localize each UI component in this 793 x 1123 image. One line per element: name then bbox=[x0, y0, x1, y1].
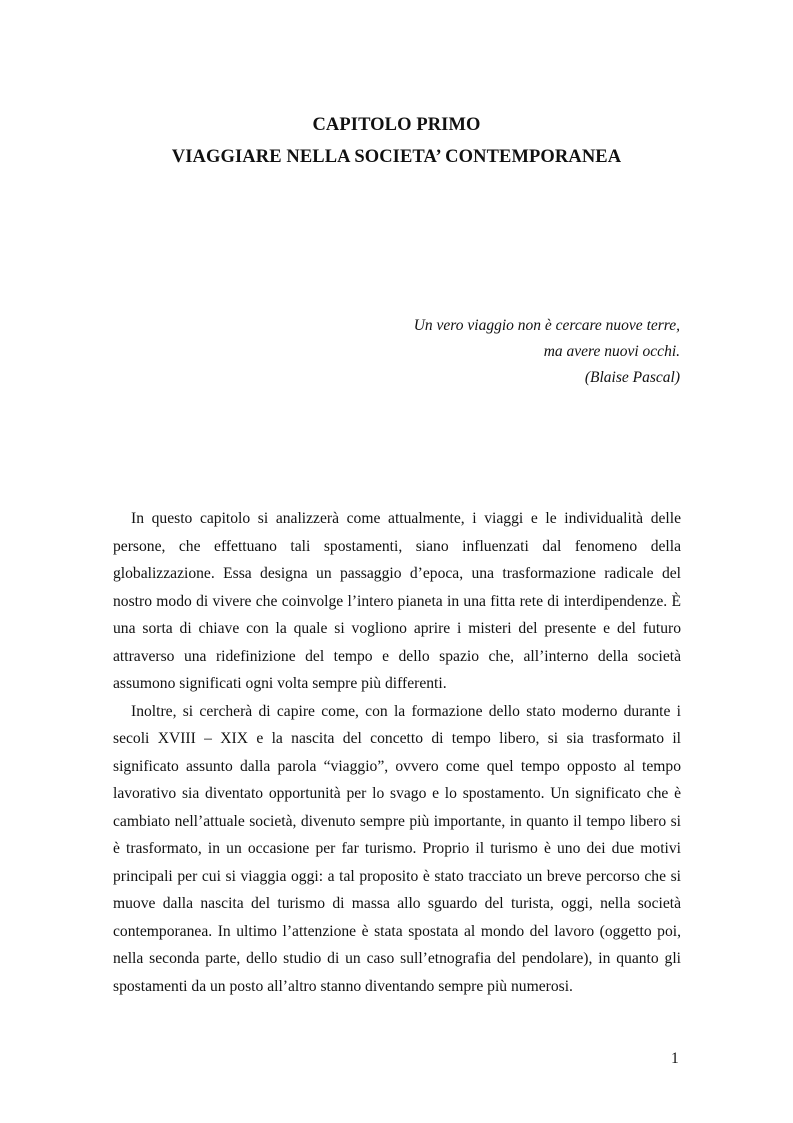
chapter-body bbox=[113, 505, 681, 1000]
chapter-title: VIAGGIARE NELLA SOCIETA’ CONTEMPORANEA bbox=[171, 147, 622, 167]
paragraph: In questo capitolo si analizzerà come attualmente, i viaggi e le individualità delle persone, che effettuano tali spostamenti, siano influenzati dal fenomeno della globalizzazione. Essa designa un passaggio d’epoca, una trasformazione radicale del nostro modo di vivere che coinvolge l’intero pianeta in una fitta rete di interdipendenze. È una sorta di chiave con la quale si vogliono aprire i misteri del presente e del futuro attraverso una ridefinizione del tempo e dello spazio che, all’interno della società assumono significati ogni volta sempre più differenti. bbox=[113, 510, 681, 692]
epigraph-line: ma avere nuovi occhi. bbox=[543, 343, 680, 360]
epigraph-attribution: (Blaise Pascal) bbox=[584, 369, 680, 386]
chapter-label: CAPITOLO PRIMO bbox=[312, 115, 481, 135]
epigraph bbox=[230, 313, 680, 391]
epigraph-line: Un vero viaggio non è cercare nuove terre, bbox=[413, 317, 680, 334]
paragraph: Inoltre, si cercherà di capire come, con la formazione dello stato moderno durante i secoli XVIII – XIX e la nascita del concetto di tempo libero, si sia trasformato il significato assunto dalla parola “viaggio”, ovvero come quel tempo opposto al tempo lavorativo sia diventato opportunità per lo svago e lo spostamento. Un significato che è cambiato nell’attuale società, divenuto sempre più importante, in quanto il tempo libero si è trasformato, in un occasione per far turismo. Proprio il turismo è uno dei due motivi principali per cui si viaggia oggi: a tal proposito è stato tracciato un breve percorso che si muove dalla nascita del turismo di massa allo sguardo del turista, oggi, nella società contemporanea. In ultimo l’attenzione è stata spostata al mondo del lavoro (oggetto poi, nella seconda parte, dello studio di un caso sull’etnografia del pendolare), in quanto gli spostamenti da un posto all’altro stanno diventando sempre più numerosi. bbox=[113, 702, 681, 995]
page-number: 1 bbox=[671, 1050, 679, 1067]
